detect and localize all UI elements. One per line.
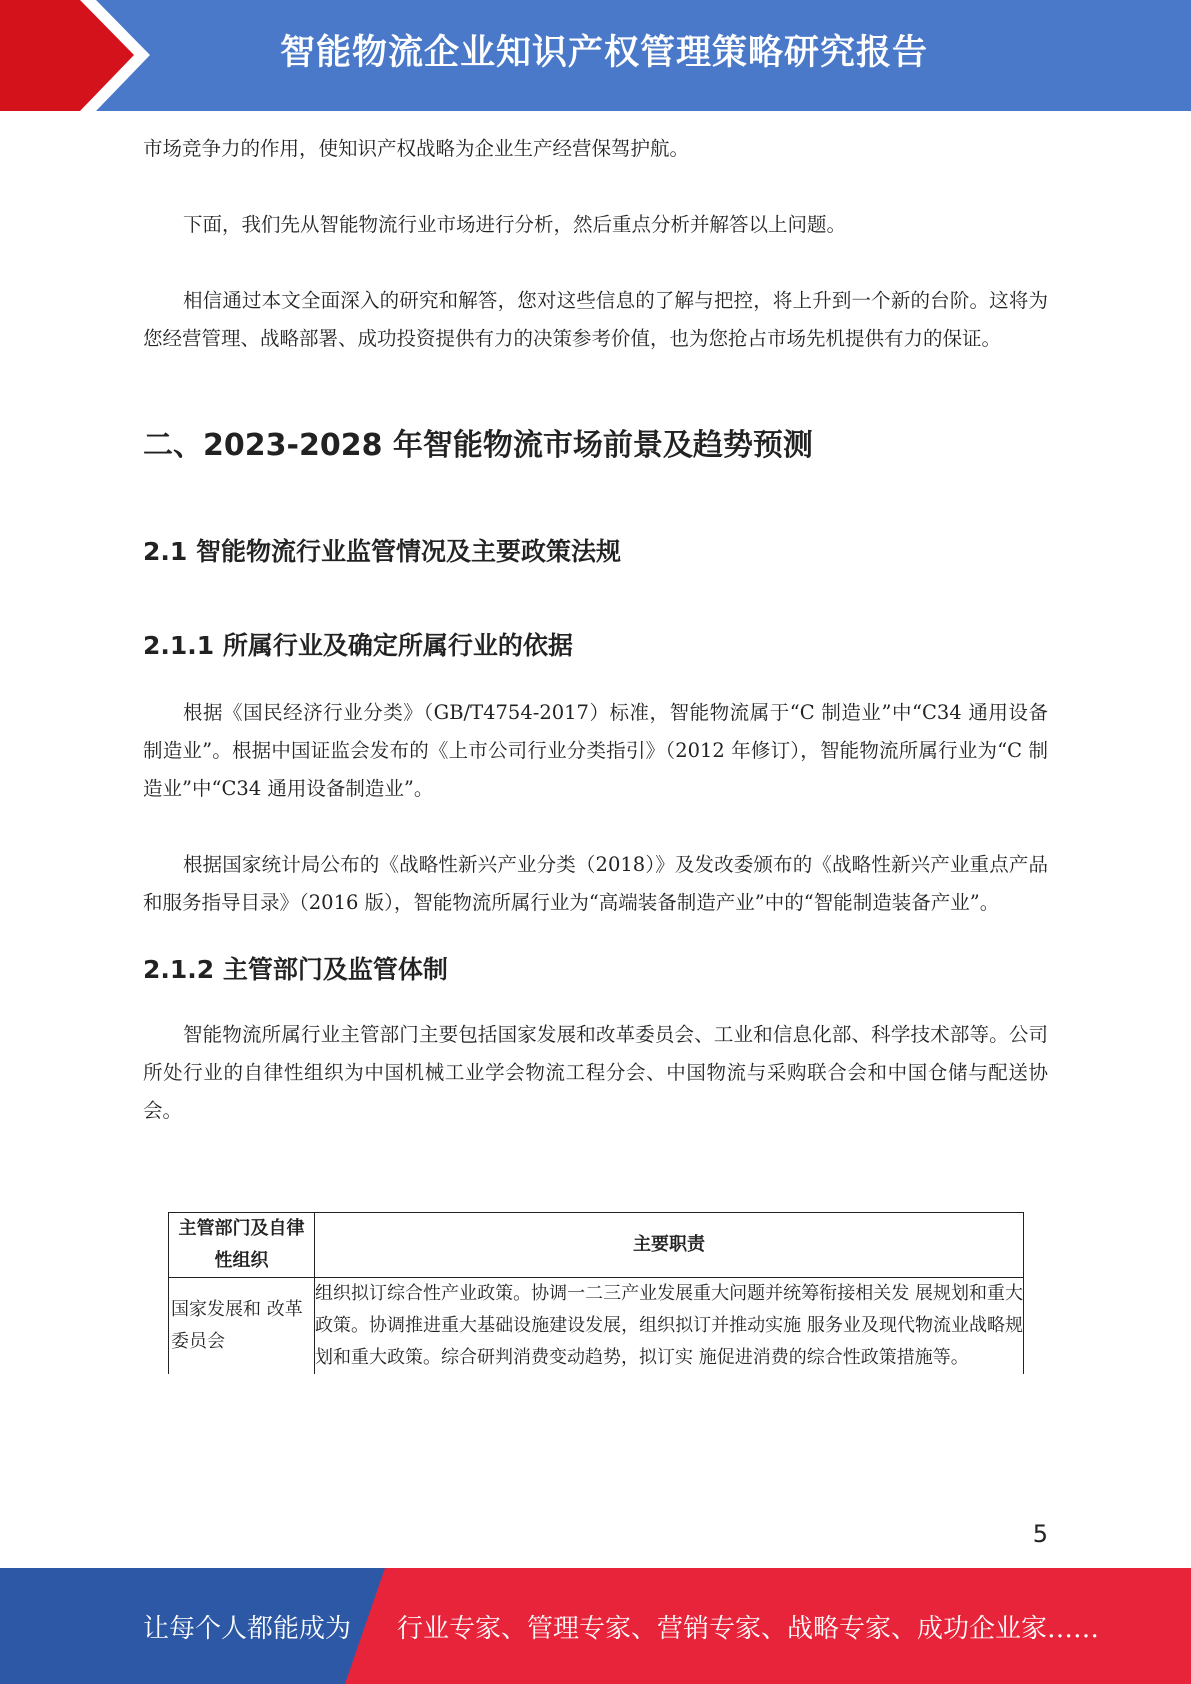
subsubsection-heading: 2.1.2 主管部门及监管体制 (143, 955, 448, 984)
paragraph: 智能物流所属行业主管部门主要包括国家发展和改革委员会、工业和信息化部、科学技术部等。公司所处行业的自律性组织为中国机械工业学会物流工程分会、中国物流与采购联合会和中国仓储与配送协会。 (143, 1023, 1048, 1122)
paragraph: 市场竞争力的作用，使知识产权战略为企业生产经营保驾护航。 (143, 137, 690, 160)
report-title: 智能物流企业知识产权管理策略研究报告 (280, 33, 929, 73)
table-row (169, 1278, 1024, 1375)
subsection-heading: 2.1 智能物流行业监管情况及主要政策法规 (143, 537, 621, 566)
footer-slogan-right: 行业专家、管理专家、营销专家、战略专家、成功企业家…… (397, 1614, 1100, 1644)
header-banner (0, 0, 1191, 111)
paragraph: 相信通过本文全面深入的研究和解答，您对这些信息的了解与把控，将上升到一个新的台阶。这将为您经营管理、战略部署、成功投资提供有力的决策参考价值，也为您抢占市场先机提供有力的保证。 (143, 289, 1048, 350)
table-header-row (169, 1213, 1024, 1278)
header-arrow-decoration (0, 0, 160, 111)
subsubsection-heading: 2.1.1 所属行业及确定所属行业的依据 (143, 631, 573, 660)
regulatory-table (168, 1212, 1024, 1374)
table-header-cell: 主管部门及自律性组织 (169, 1213, 315, 1278)
footer-slogan-left: 让每个人都能成为 (143, 1614, 352, 1644)
paragraph: 根据《国民经济行业分类》（GB/T4754-2017）标准，智能物流属于“C 制造业”中“C34 通用设备制造业”。根据中国证监会发布的《上市公司行业分类指引》（2012 年修订），智能物流所属行业为“C 制造业”中“C34 通用设备制造业”。 (143, 701, 1048, 800)
table-cell-duty: 组织拟订综合性产业政策。协调一二三产业发展重大问题并统筹衔接相关发 展规划和重大政策。协调推进重大基础设施建设发展，组织拟订并推动实施 服务业及现代物流业战略规划和重大政策。综合研判消费变动趋势，拟订实 施促进消费的综合性政策措施等。 (315, 1278, 1024, 1375)
paragraph: 根据国家统计局公布的《战略性新兴产业分类（2018）》及发改委颁布的《战略性新兴产业重点产品和服务指导目录》（2016 版），智能物流所属行业为“高端装备制造产业”中的“智能制造装备产业”。 (143, 853, 1048, 914)
page-number: 5 (1032, 1520, 1048, 1548)
footer-banner (0, 1568, 1191, 1684)
main-content (143, 130, 1048, 1130)
table-header-cell: 主要职责 (315, 1213, 1024, 1278)
table-cell-dept: 国家发展和 改革委员会 (169, 1278, 315, 1375)
section-heading: 二、2023-2028 年智能物流市场前景及趋势预测 (143, 428, 813, 463)
paragraph: 下面，我们先从智能物流行业市场进行分析，然后重点分析并解答以上问题。 (183, 213, 847, 236)
